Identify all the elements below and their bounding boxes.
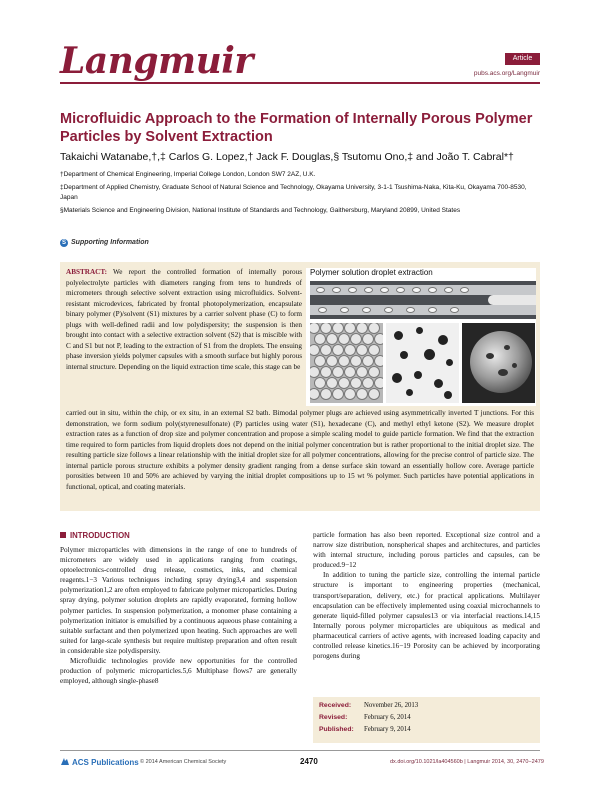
pore: [486, 353, 494, 359]
droplet: [396, 287, 405, 293]
packed-droplet: [344, 388, 356, 400]
body-column-left: [60, 545, 297, 686]
packed-droplet: [332, 388, 344, 400]
paragraph: particle formation has also been reported. Exceptional size control and a narrow size distribution, nonspherical shapes and architectures, and particles with internal structure, including porous particles and capsules, can be produced.9−12: [313, 531, 540, 570]
abstract-part-1: We report the controlled formation of internally porous polyelectrolyte particles with diameters ranging from tens to hundreds of micrometers through selective solvent extraction using microfluidics. Solvent-resistant microdevices, fabricated by frontal photopolymerization, encapsulate binary polymer (P)/solvent (S1) mixtures by a carrier solvent phase (C) to form plugs with well-defined radii and low polydispersity; the suspension is then brought into contact with a selective extraction solvent (S2) that is miscible with C and S1 but not P, leading to the extraction of S1 from the droplets. The ensuing phase inversion yields polymer capsules with a smooth surface but highly porous internal structure. Depending on the liquid extraction time scale, this stage can be: [66, 268, 303, 371]
author-list: Takaichi Watanabe,†,‡ Carlos G. Lopez,† Jack F. Douglas,§ Tsutomu Ono,‡ and João T. Cabral*†: [60, 151, 514, 163]
particle: [434, 379, 443, 388]
microchannel-image: [310, 281, 536, 319]
abstract-text-top: [66, 267, 302, 372]
droplet-array-image: [310, 323, 383, 403]
paragraph: In addition to tuning the particle size, controlling the internal particle structure is important to engineering properties (mechanical, transport/separation, delivery, etc.) for practical applications. Multilayer encapsulation can be effectively implemented using coaxial microchannels to generate liquid-filled polymer capsules13 or via interfacial reactions.14,15 Internally porous polymer microparticles are ubiquitous as medical and pharmaceutical carriers of active agents, with increased loading capacity and controlled release kinetics.16−19 Porosity can be achieved by incorporating porogens during: [313, 571, 540, 661]
particle: [394, 331, 403, 340]
paragraph: Polymer microparticles with dimensions in the range of one to hundreds of micrometers are widely used in applications ranging from coatings, optoelectronics-controlled drug release, cosmetics, inks, and chemical reagents.1−3 Various techniques including spray drying3,4 and suspension polymerization1,2 are often employed to fabricate polymer microparticles. During spray drying, polymer solution droplets are rapidly evaporated, forming hollow polymer particles. In suspension polymerization, a monomer phase containing a polymerization initiator is emulsified by a continuous aqueous phase containing a suitable surfactant and then polymerized upon heating. Such approaches are well suited for large-scale synthesis but require multistep preparation and often result in considerable size polydispersity.: [60, 546, 297, 655]
droplet: [348, 287, 357, 293]
droplet: [384, 307, 393, 313]
droplet: [332, 287, 341, 293]
channel-junction: [488, 295, 536, 305]
particle: [400, 351, 408, 359]
particle: [406, 389, 413, 396]
pore: [512, 363, 517, 368]
affiliation-1: †Department of Chemical Engineering, Imperial College London, London SW7 2AZ, U.K.: [60, 171, 316, 178]
journal-logo: Langmuir: [60, 40, 253, 82]
affiliation-3: §Materials Science and Engineering Division, National Institute of Standards and Technology, Gaithersburg, Maryland 20899, United States: [60, 207, 461, 214]
droplet: [316, 287, 325, 293]
packed-droplet: [368, 388, 380, 400]
particle: [446, 359, 453, 366]
droplet: [428, 307, 437, 313]
pore: [504, 345, 510, 350]
section-heading-introduction: [60, 531, 130, 540]
droplet: [412, 287, 421, 293]
droplet: [318, 307, 327, 313]
abstract-label: ABSTRACT:: [66, 268, 108, 276]
droplet: [362, 307, 371, 313]
date-received: Received: November 26, 2013: [319, 702, 419, 709]
particle: [416, 327, 423, 334]
section-heading-label: INTRODUCTION: [70, 531, 130, 540]
droplet: [364, 287, 373, 293]
packed-droplet: [310, 388, 320, 400]
packed-droplet: [320, 388, 332, 400]
paragraph: Microfluidic technologies provide new opportunities for the controlled production of polymeric microparticles.5,6 Multiphase flows7 are generally employed, although single-phase8: [60, 657, 297, 686]
pore: [498, 369, 508, 376]
page-number: 2470: [300, 757, 318, 766]
supporting-info-link[interactable]: [60, 239, 149, 247]
toc-caption: Polymer solution droplet extraction: [310, 268, 433, 277]
particle: [424, 349, 435, 360]
affiliation-2: ‡Department of Applied Chemistry, Graduate School of Natural Science and Technology, Okayama University, 3-1-1 Tsushima-Naka, Kita-Ku, Okayama 700-8530, Japan: [60, 184, 527, 201]
droplet: [340, 307, 349, 313]
paper-title: Microfluidic Approach to the Formation of Internally Porous Polymer Particles by Solvent Extraction: [60, 111, 533, 145]
body-column-right: [313, 530, 540, 661]
droplet: [428, 287, 437, 293]
section-marker-icon: [60, 532, 66, 538]
sem-particle-image: [462, 323, 535, 403]
particle: [438, 335, 448, 345]
particle: [414, 371, 422, 379]
porous-particle: [470, 331, 532, 393]
acs-publications-logo: ACS Publications: [60, 757, 139, 767]
channel-lane: [310, 285, 536, 295]
doi-citation-link[interactable]: dx.doi.org/10.1021/la404560b | Langmuir 2014, 30, 2470−2479: [390, 759, 544, 765]
abstract-text-bottom: carried out in situ, within the chip, or ex situ, in an external S2 bath. Bimodal polymer plugs are achieved using asymmetrically inverted T junctions. For this demonstration, we form sodium poly(styrenesulfonate) (P) particles using water (S1), hexadecane (C), and methyl ethyl ketone (S2). We measure droplet extraction rates as a function of drop size and polymer concentration and propose a simple scaling model to guide particle formation. We find that the extraction time required to form particles from liquid droplets does not depend on the initial polymer concentration but is rather proportional to the initial droplet size. The resulting particle size follows a linear relationship with the initial droplet size for all polymer concentrations, allowing for the precise control of particle size. The internal particle porous structure exhibits a polymer density gradient ranging from a dense surface skin toward an essentially hollow core. Average particle porosities between 10 and 50% are achieved by varying the initial droplet compositions up to 15 wt % polymer. Such particles have potential applications in functional, optical, and coating materials.: [66, 409, 534, 491]
affiliations: [60, 170, 540, 219]
journal-url-link[interactable]: pubs.acs.org/Langmuir: [473, 70, 540, 77]
droplet: [406, 307, 415, 313]
droplet: [444, 287, 453, 293]
particle-dispersion-image: [386, 323, 459, 403]
particle: [444, 391, 452, 399]
footer-rule: [60, 750, 540, 751]
supporting-info-icon: S: [61, 240, 66, 246]
date-revised: Revised: February 6, 2014: [319, 714, 411, 721]
date-published: Published: February 9, 2014: [319, 726, 411, 733]
copyright-notice: © 2014 American Chemical Society: [140, 759, 227, 765]
droplet: [380, 287, 389, 293]
droplet: [460, 287, 469, 293]
article-type-badge: Article: [505, 53, 540, 65]
acs-logo-icon: [60, 757, 70, 766]
supporting-info-label: Supporting Information: [71, 239, 149, 246]
packed-droplet: [356, 388, 368, 400]
header-rule: [60, 82, 540, 84]
droplet: [450, 307, 459, 313]
particle: [392, 373, 402, 383]
publication-dates: [313, 697, 540, 743]
